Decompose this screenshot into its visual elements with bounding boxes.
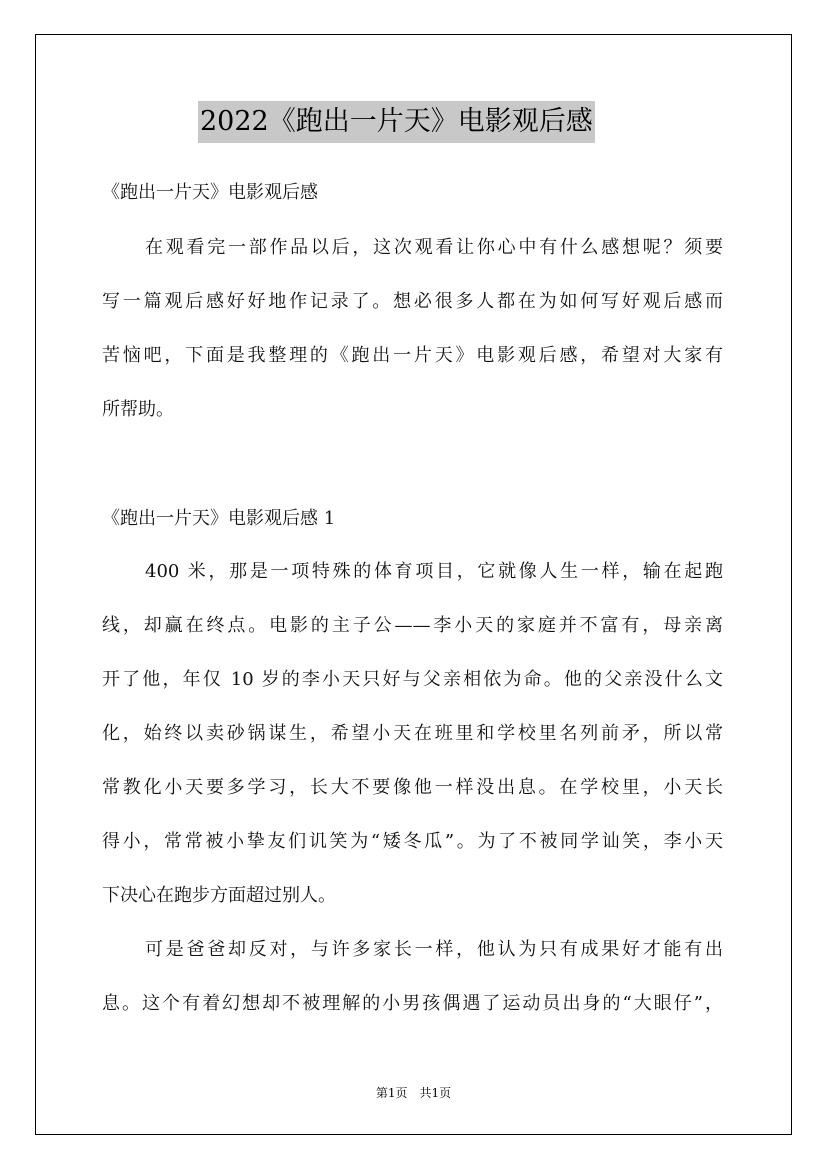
- paragraph-line: 400 米，那是一项特殊的体育项目，它就像人生一样，输在起跑: [145, 561, 723, 582]
- paragraph-line: 化，始终以卖砂锅谋生，希望小天在班里和学校里名列前矛，所以常: [102, 723, 723, 744]
- paragraph-line: 得小，常常被小挚友们讥笑为“矮冬瓜”。为了不被同学讪笑，李小天: [102, 831, 723, 852]
- paragraph-line: 开了他，年仅 10 岁的李小天只好与父亲相依为命。他的父亲没什么文: [102, 669, 723, 690]
- document-title: 2022《跑出一片天》电影观后感: [198, 101, 595, 143]
- paragraph-line: 可是爸爸却反对，与许多家长一样，他认为只有成果好才能有出: [145, 939, 723, 960]
- paragraph-line: 常教化小天要多学习，长大不要像他一样没出息。在学校里，小天长: [102, 777, 723, 798]
- section-heading: 《跑出一片天》电影观后感 1: [102, 508, 336, 529]
- intro-line: 所帮助。: [102, 399, 174, 420]
- intro-line: 写一篇观后感好好地作记录了。想必很多人都在为如何写好观后感而: [102, 291, 723, 312]
- intro-line: 苦恼吧，下面是我整理的《跑出一片天》电影观后感，希望对大家有: [102, 345, 723, 366]
- intro-line: 在观看完一部作品以后，这次观看让你心中有什么感想呢？须要: [145, 237, 723, 258]
- paragraph-line: 线，却赢在终点。电影的主子公——李小天的家庭并不富有，母亲离: [102, 615, 723, 636]
- paragraph-line: 息。这个有着幻想却不被理解的小男孩偶遇了运动员出身的“大眼仔”，: [102, 993, 723, 1014]
- document-subtitle: 《跑出一片天》电影观后感: [102, 182, 318, 203]
- paragraph-line: 下决心在跑步方面超过别人。: [102, 885, 336, 906]
- page-number: 第1页 共1页: [375, 1086, 452, 1100]
